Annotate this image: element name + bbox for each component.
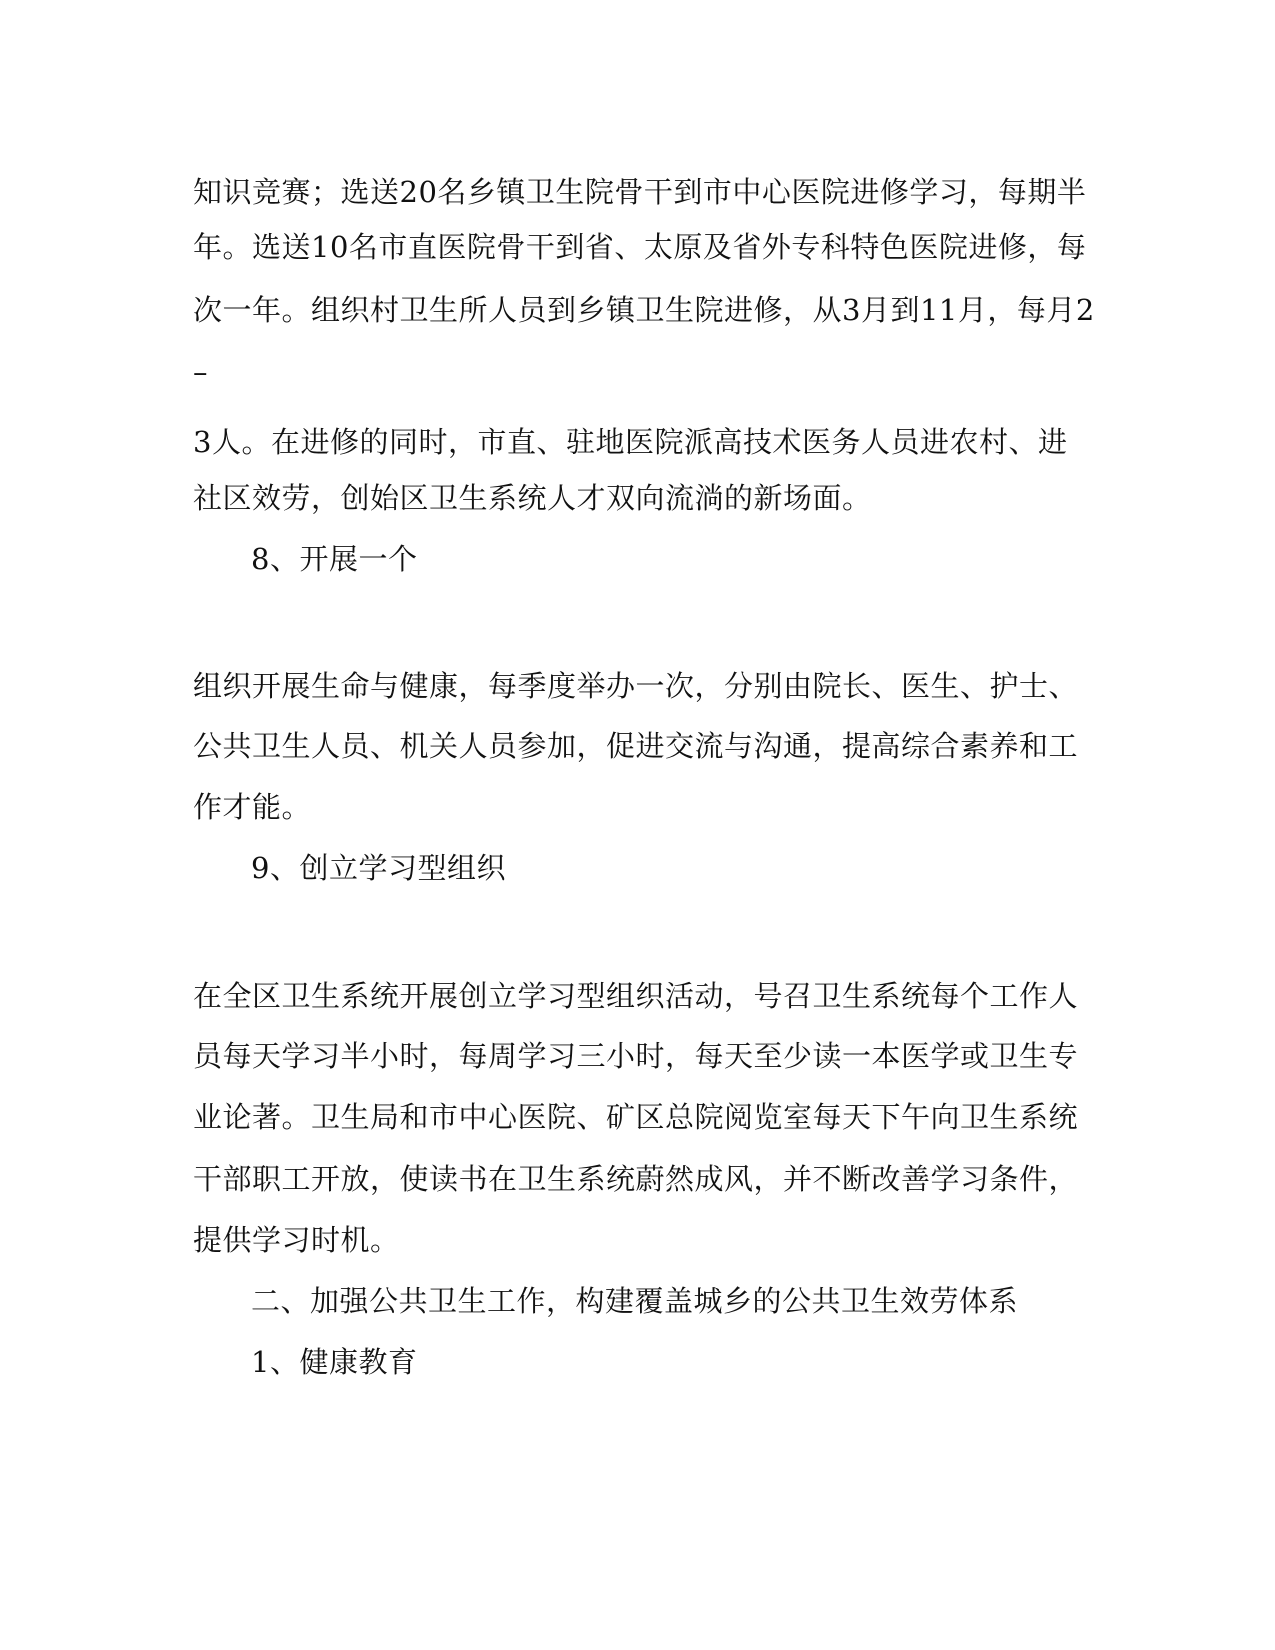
section-heading: 1、健康教育 <box>251 1345 418 1379</box>
paragraph-line: 3人。在进修的同时，市直、驻地医院派高技术医务人员进农村、进 <box>193 425 1068 459</box>
section-heading: 8、开展一个 <box>251 542 418 576</box>
paragraph-line: 公共卫生人员、机关人员参加，促进交流与沟通，提高综合素养和工 <box>193 729 1079 763</box>
paragraph-line: – <box>193 355 208 389</box>
paragraph-line: 知识竞赛；选送20名乡镇卫生院骨干到市中心医院进修学习，每期半 <box>193 175 1087 209</box>
paragraph-line: 业论著。卫生局和市中心医院、矿区总院阅览室每天下午向卫生系统 <box>193 1100 1079 1134</box>
paragraph-line: 年。选送10名市直医院骨干到省、太原及省外专科特色医院进修，每 <box>193 230 1087 264</box>
section-heading: 9、创立学习型组织 <box>251 851 506 885</box>
paragraph-line: 次一年。组织村卫生所人员到乡镇卫生院进修，从3月到11月，每月2 <box>193 293 1095 327</box>
paragraph-line: 社区效劳，创始区卫生系统人才双向流淌的新场面。 <box>193 481 872 515</box>
paragraph-line: 组织开展生命与健康，每季度举办一次，分别由院长、医生、护士、 <box>193 669 1079 703</box>
paragraph-line: 员每天学习半小时，每周学习三小时，每天至少读一本医学或卫生专 <box>193 1039 1079 1073</box>
chapter-heading: 二、加强公共卫生工作，构建覆盖城乡的公共卫生效劳体系 <box>251 1284 1019 1318</box>
paragraph-line: 在全区卫生系统开展创立学习型组织活动，号召卫生系统每个工作人 <box>193 979 1079 1013</box>
paragraph-line: 提供学习时机。 <box>193 1223 400 1257</box>
paragraph-line: 干部职工开放，使读书在卫生系统蔚然成风，并不断改善学习条件， <box>193 1162 1079 1196</box>
paragraph-line: 作才能。 <box>193 790 312 824</box>
